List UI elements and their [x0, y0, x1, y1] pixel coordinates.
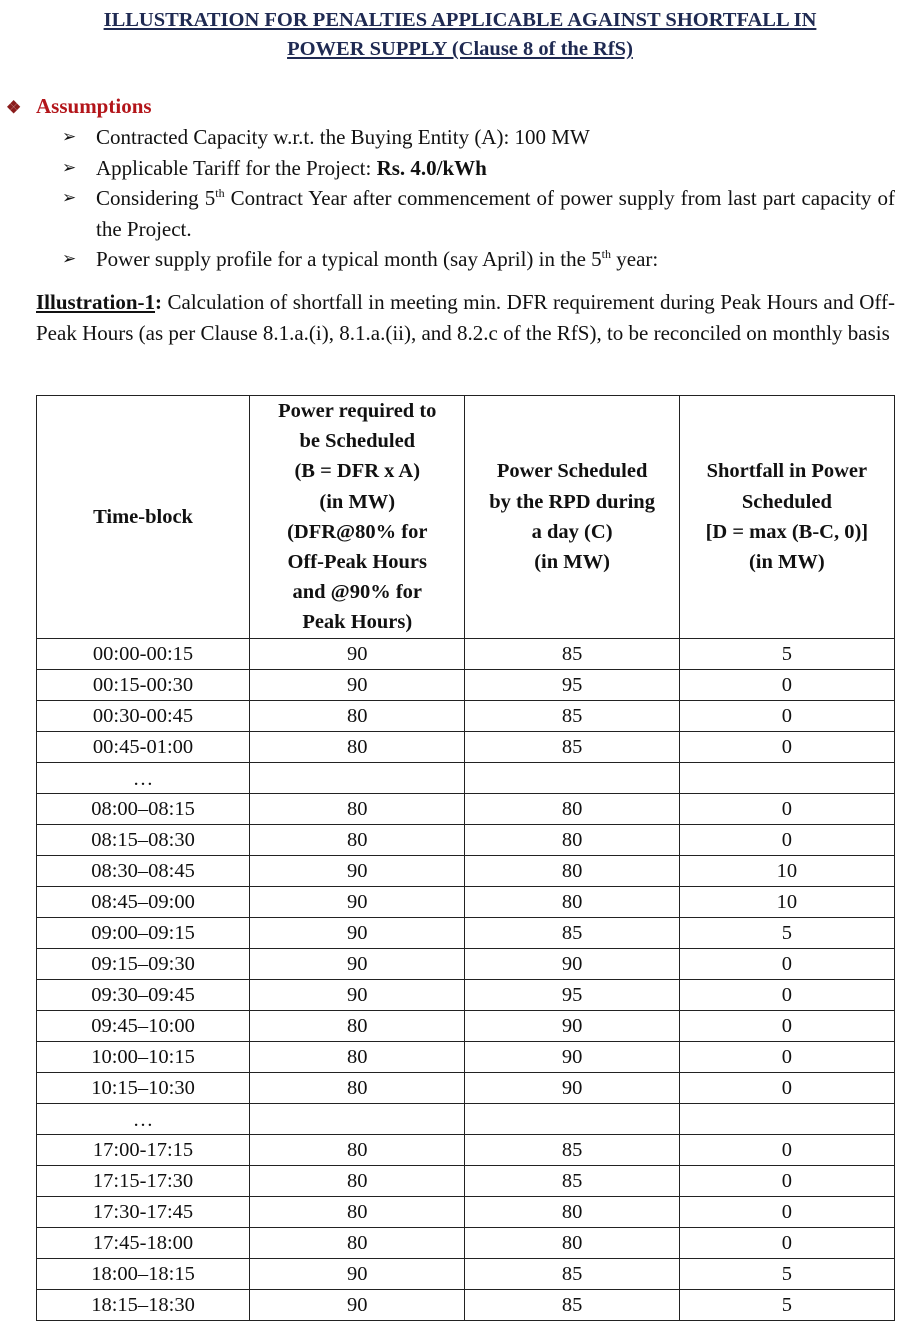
cell-shortfall: 0: [679, 700, 894, 731]
cell-power-scheduled: 85: [465, 1258, 679, 1289]
cell-power-required: 80: [250, 700, 465, 731]
cell-shortfall: 0: [679, 948, 894, 979]
header-line: and @90% for: [292, 581, 423, 604]
cell-shortfall: 5: [679, 1258, 894, 1289]
cell-time-block: 00:30-00:45: [37, 700, 250, 731]
cell-shortfall: 0: [679, 793, 894, 824]
cell-power-required: 80: [250, 1196, 465, 1227]
ellipsis-row: [37, 762, 895, 793]
header-line: (in MW): [748, 551, 825, 574]
cell-time-block: 09:45–10:00: [37, 1010, 250, 1041]
cell-time-block: 18:00–18:15: [37, 1258, 250, 1289]
header-line: Time-block: [93, 505, 193, 528]
header-power-required: [250, 396, 465, 639]
cell-shortfall: 0: [679, 1010, 894, 1041]
shortfall-table: [36, 395, 895, 1321]
cell-time-block: …: [37, 762, 250, 793]
cell-shortfall: 5: [679, 1289, 894, 1320]
cell-time-block: 17:30-17:45: [37, 1196, 250, 1227]
title-line-1: ILLUSTRATION FOR PENALTIES APPLICABLE AGAINST SHORTFALL IN: [103, 9, 817, 31]
cell-shortfall: 5: [679, 638, 894, 669]
table-row: [37, 1165, 895, 1196]
cell-power-required: 90: [250, 979, 465, 1010]
cell-power-required: 80: [250, 1072, 465, 1103]
cell-power-scheduled: 85: [465, 917, 679, 948]
cell-power-scheduled: 85: [465, 731, 679, 762]
cell-power-required: 90: [250, 886, 465, 917]
cell-shortfall: 10: [679, 855, 894, 886]
cell-power-scheduled: 85: [465, 638, 679, 669]
assumptions-list: [62, 122, 895, 275]
header-line: (DFR@80% for: [287, 520, 428, 543]
cell-power-required: [250, 762, 465, 793]
table-row: [37, 979, 895, 1010]
assumption-item: ➢ Contracted Capacity w.r.t. the Buying Entity (A): 100 MW: [62, 122, 895, 153]
cell-shortfall: 10: [679, 886, 894, 917]
cell-shortfall: 0: [679, 1072, 894, 1103]
table-row: [37, 948, 895, 979]
ellipsis-row: [37, 1103, 895, 1134]
cell-power-scheduled: 90: [465, 1010, 679, 1041]
arrow-bullet-icon: ➢: [62, 188, 77, 207]
cell-time-block: 09:00–09:15: [37, 917, 250, 948]
cell-shortfall: 0: [679, 1196, 894, 1227]
cell-power-required: 90: [250, 1258, 465, 1289]
table-row: [37, 1072, 895, 1103]
cell-time-block: 08:45–09:00: [37, 886, 250, 917]
header-line: Power Scheduled: [496, 460, 648, 483]
table-header-row: [37, 396, 895, 639]
table-row: [37, 731, 895, 762]
illustration-lead: Illustration-1: [36, 290, 156, 314]
cell-shortfall: 0: [679, 731, 894, 762]
cell-power-scheduled: 95: [465, 979, 679, 1010]
diamond-bullet-icon: ❖: [6, 98, 22, 117]
header-line: Power required to: [278, 400, 437, 422]
header-line: Off-Peak Hours: [287, 551, 428, 574]
cell-power-scheduled: 80: [465, 886, 679, 917]
cell-power-required: 90: [250, 948, 465, 979]
table-row: [37, 1010, 895, 1041]
header-line: a day (C): [531, 520, 613, 543]
cell-shortfall: 0: [679, 979, 894, 1010]
cell-time-block: …: [37, 1103, 250, 1134]
cell-power-scheduled: 90: [465, 1041, 679, 1072]
cell-power-required: 80: [250, 824, 465, 855]
illustration-paragraph: Illustration-1: Calculation of shortfall in meeting min. DFR requirement during Peak Hours and Off-Peak Hours (as per Clause 8.1.a.(i), 8.1.a.(ii), and 8.2.c of the RfS), to be reconciled on monthly basis: [36, 290, 895, 345]
cell-power-scheduled: 80: [465, 1227, 679, 1258]
cell-power-scheduled: 80: [465, 1196, 679, 1227]
table-row: [37, 669, 895, 700]
header-line: be Scheduled: [299, 430, 416, 453]
table-row: [37, 638, 895, 669]
cell-power-scheduled: 80: [465, 824, 679, 855]
cell-power-required: [250, 1103, 465, 1134]
cell-power-required: 80: [250, 1041, 465, 1072]
header-power-scheduled: [465, 396, 679, 639]
assumption-item: ➢ Considering 5th Contract Year after commencement of power supply from last part capacity of the Project.: [62, 183, 895, 244]
table-row: [37, 1289, 895, 1320]
cell-time-block: 17:45-18:00: [37, 1227, 250, 1258]
cell-time-block: 00:15-00:30: [37, 669, 250, 700]
table-row: [37, 1041, 895, 1072]
cell-power-required: 90: [250, 638, 465, 669]
table-row: [37, 1134, 895, 1165]
table-row: [37, 886, 895, 917]
cell-shortfall: 0: [679, 669, 894, 700]
cell-power-required: 80: [250, 1227, 465, 1258]
cell-time-block: 10:00–10:15: [37, 1041, 250, 1072]
cell-power-required: 90: [250, 917, 465, 948]
cell-power-scheduled: 85: [465, 1289, 679, 1320]
cell-shortfall: 0: [679, 1227, 894, 1258]
cell-power-scheduled: 95: [465, 669, 679, 700]
cell-power-scheduled: 85: [465, 700, 679, 731]
cell-time-block: 10:15–10:30: [37, 1072, 250, 1103]
assumption-item: ➢ Applicable Tariff for the Project: Rs. 4.0/kWh: [62, 153, 895, 184]
cell-time-block: 00:45-01:00: [37, 731, 250, 762]
assumptions-heading: [6, 92, 152, 122]
cell-power-scheduled: 85: [465, 1165, 679, 1196]
cell-shortfall: 5: [679, 917, 894, 948]
cell-power-scheduled: 90: [465, 948, 679, 979]
header-line: by the RPD during: [489, 490, 655, 513]
header-line: Scheduled: [741, 490, 832, 513]
cell-time-block: 00:00-00:15: [37, 638, 250, 669]
cell-time-block: 08:30–08:45: [37, 855, 250, 886]
cell-power-required: 80: [250, 1134, 465, 1165]
cell-power-scheduled: 80: [465, 793, 679, 824]
table-row: [37, 1227, 895, 1258]
cell-power-scheduled: 80: [465, 855, 679, 886]
header-line: Peak Hours): [302, 611, 413, 634]
header-line: [D = max (B-C, 0)]: [705, 520, 869, 543]
assumptions-heading-label: Assumptions: [36, 94, 152, 118]
cell-shortfall: 0: [679, 1165, 894, 1196]
cell-shortfall: 0: [679, 1134, 894, 1165]
title-line-2: POWER SUPPLY (Clause 8 of the RfS): [287, 38, 633, 60]
table-row: [37, 917, 895, 948]
illustration-text: Calculation of shortfall in meeting min. DFR requirement during Peak Hours and Off-Peak Hours (as per Clause 8.1.a.(i), 8.1.a.(ii), and 8.2.c of the RfS), to be reconciled on monthly basis: [36, 290, 895, 345]
table-row: [37, 793, 895, 824]
table-row: [37, 855, 895, 886]
header-time-block: [37, 396, 250, 639]
header-line: (in MW): [319, 490, 396, 513]
cell-power-required: 90: [250, 855, 465, 886]
cell-time-block: 09:15–09:30: [37, 948, 250, 979]
cell-shortfall: 0: [679, 824, 894, 855]
cell-power-required: 80: [250, 793, 465, 824]
cell-power-required: 80: [250, 1010, 465, 1041]
cell-time-block: 18:15–18:30: [37, 1289, 250, 1320]
cell-time-block: 08:00–08:15: [37, 793, 250, 824]
table-row: [37, 1196, 895, 1227]
header-line: (B = DFR x A): [294, 460, 421, 483]
header-line: Shortfall in Power: [706, 460, 868, 483]
cell-power-scheduled: [465, 1103, 679, 1134]
cell-time-block: 17:00-17:15: [37, 1134, 250, 1165]
table-row: [37, 1258, 895, 1289]
cell-shortfall: [679, 762, 894, 793]
table-row: [37, 824, 895, 855]
cell-power-required: 80: [250, 1165, 465, 1196]
assumption-item: ➢ Power supply profile for a typical month (say April) in the 5th year:: [62, 244, 895, 275]
cell-time-block: 09:30–09:45: [37, 979, 250, 1010]
cell-power-required: 80: [250, 731, 465, 762]
arrow-bullet-icon: ➢: [62, 157, 77, 177]
cell-power-scheduled: 85: [465, 1134, 679, 1165]
arrow-bullet-icon: ➢: [62, 127, 77, 146]
cell-power-required: 90: [250, 669, 465, 700]
cell-time-block: 08:15–08:30: [37, 824, 250, 855]
cell-power-scheduled: [465, 762, 679, 793]
header-line: (in MW): [534, 551, 610, 574]
cell-power-required: 90: [250, 1289, 465, 1320]
cell-shortfall: 0: [679, 1041, 894, 1072]
cell-time-block: 17:15-17:30: [37, 1165, 250, 1196]
table-row: [37, 700, 895, 731]
arrow-bullet-icon: ➢: [62, 249, 77, 268]
header-shortfall: [679, 396, 894, 639]
cell-power-scheduled: 90: [465, 1072, 679, 1103]
cell-shortfall: [679, 1103, 894, 1134]
document-title: [30, 6, 890, 64]
